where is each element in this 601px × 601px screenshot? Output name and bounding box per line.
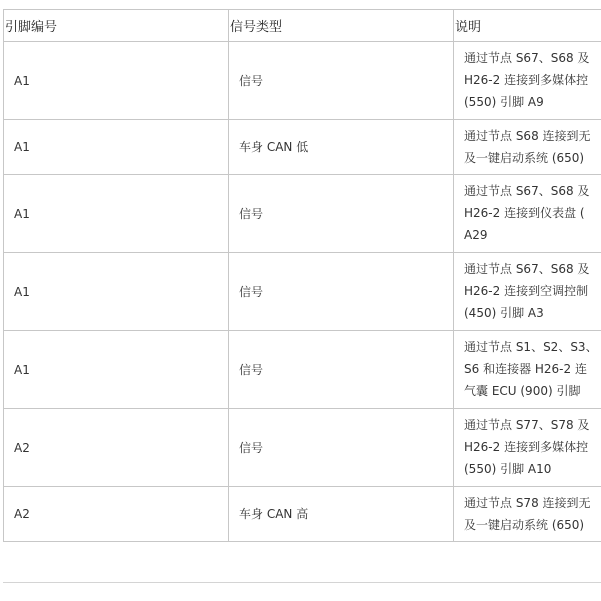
description-cell: 通过节点 S77、S78 及 H26-2 连接到多媒体控 (550) 引脚 A10 xyxy=(454,409,601,487)
signal-type-cell: 信号 xyxy=(229,331,454,409)
table-row xyxy=(4,42,601,120)
header-signal-type: 信号类型 xyxy=(229,10,454,42)
pin-number-cell: A2 xyxy=(4,409,229,487)
table-row xyxy=(4,487,601,542)
description-cell: 通过节点 S1、S2、S3、 S6 和连接器 H26-2 连 气囊 ECU (900) 引脚 xyxy=(454,331,601,409)
table-header-row xyxy=(4,10,601,42)
pin-number-cell: A1 xyxy=(4,175,229,253)
description-cell: 通过节点 S67、S68 及 H26-2 连接到仪表盘 ( A29 xyxy=(454,175,601,253)
signal-type-cell: 车身 CAN 高 xyxy=(229,487,454,542)
table-row xyxy=(4,331,601,409)
pin-number-cell: A1 xyxy=(4,42,229,120)
pin-number-cell: A1 xyxy=(4,331,229,409)
description-cell: 通过节点 S78 连接到无 及一键启动系统 (650) xyxy=(454,487,601,542)
pin-number-cell: A1 xyxy=(4,253,229,331)
signal-type-cell: 信号 xyxy=(229,253,454,331)
bottom-divider xyxy=(3,582,601,583)
description-cell: 通过节点 S68 连接到无 及一键启动系统 (650) xyxy=(454,120,601,175)
signal-type-cell: 信号 xyxy=(229,175,454,253)
pin-table xyxy=(3,9,601,542)
table-row xyxy=(4,175,601,253)
table-row xyxy=(4,253,601,331)
signal-type-cell: 信号 xyxy=(229,42,454,120)
description-cell: 通过节点 S67、S68 及 H26-2 连接到多媒体控 (550) 引脚 A9 xyxy=(454,42,601,120)
signal-type-cell: 信号 xyxy=(229,409,454,487)
signal-type-cell: 车身 CAN 低 xyxy=(229,120,454,175)
table-row xyxy=(4,409,601,487)
header-pin-number: 引脚编号 xyxy=(4,10,229,42)
header-description: 说明 xyxy=(454,10,601,42)
description-cell: 通过节点 S67、S68 及 H26-2 连接到空调控制 (450) 引脚 A3 xyxy=(454,253,601,331)
pin-number-cell: A2 xyxy=(4,487,229,542)
table-row xyxy=(4,120,601,175)
pin-number-cell: A1 xyxy=(4,120,229,175)
